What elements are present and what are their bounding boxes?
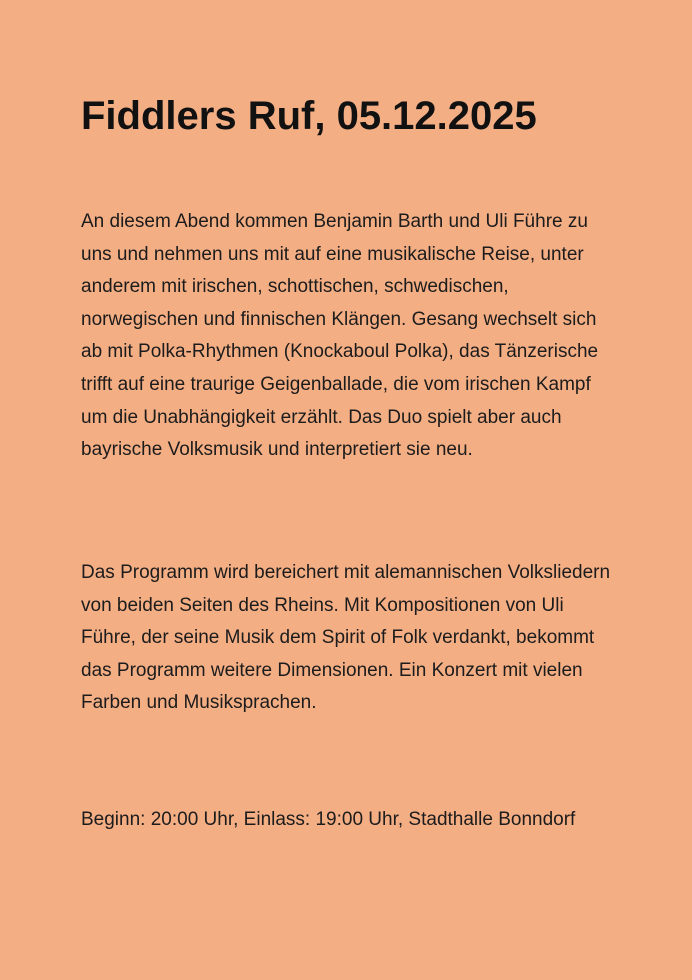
description-paragraph-2: Das Programm wird bereichert mit alemannischen Volksliedern von beiden Seiten des Rheins. Mit Kompositionen von Uli Führe, der seine Musik dem Spirit of Folk verdankt, bekommt das Programm weitere Dimensionen. Ein Konzert mit vielen Farben und Musiksprachen. [81,562,611,714]
document-title: Fiddlers Ruf, 05.12.2025 [81,94,537,138]
event-info: Beginn: 20:00 Uhr, Einlass: 19:00 Uhr, Stadthalle Bonndorf [81,809,576,830]
description-paragraph-1: An diesem Abend kommen Benjamin Barth und Uli Führe zu uns und nehmen uns mit auf eine musikalische Reise, unter anderem mit irischen, schottischen, schwedischen, norwegischen und finnischen Klängen. Gesang wechselt sich ab mit Polka-Rhythmen (Knockaboul Polka), das Tänzerische trifft auf eine traurige Geigenballade, die vom irischen Kampf um die Unabhängigkeit erzählt. Das Duo spielt aber auch bayrische Volksmusik und interpretiert sie neu. [81,211,599,461]
